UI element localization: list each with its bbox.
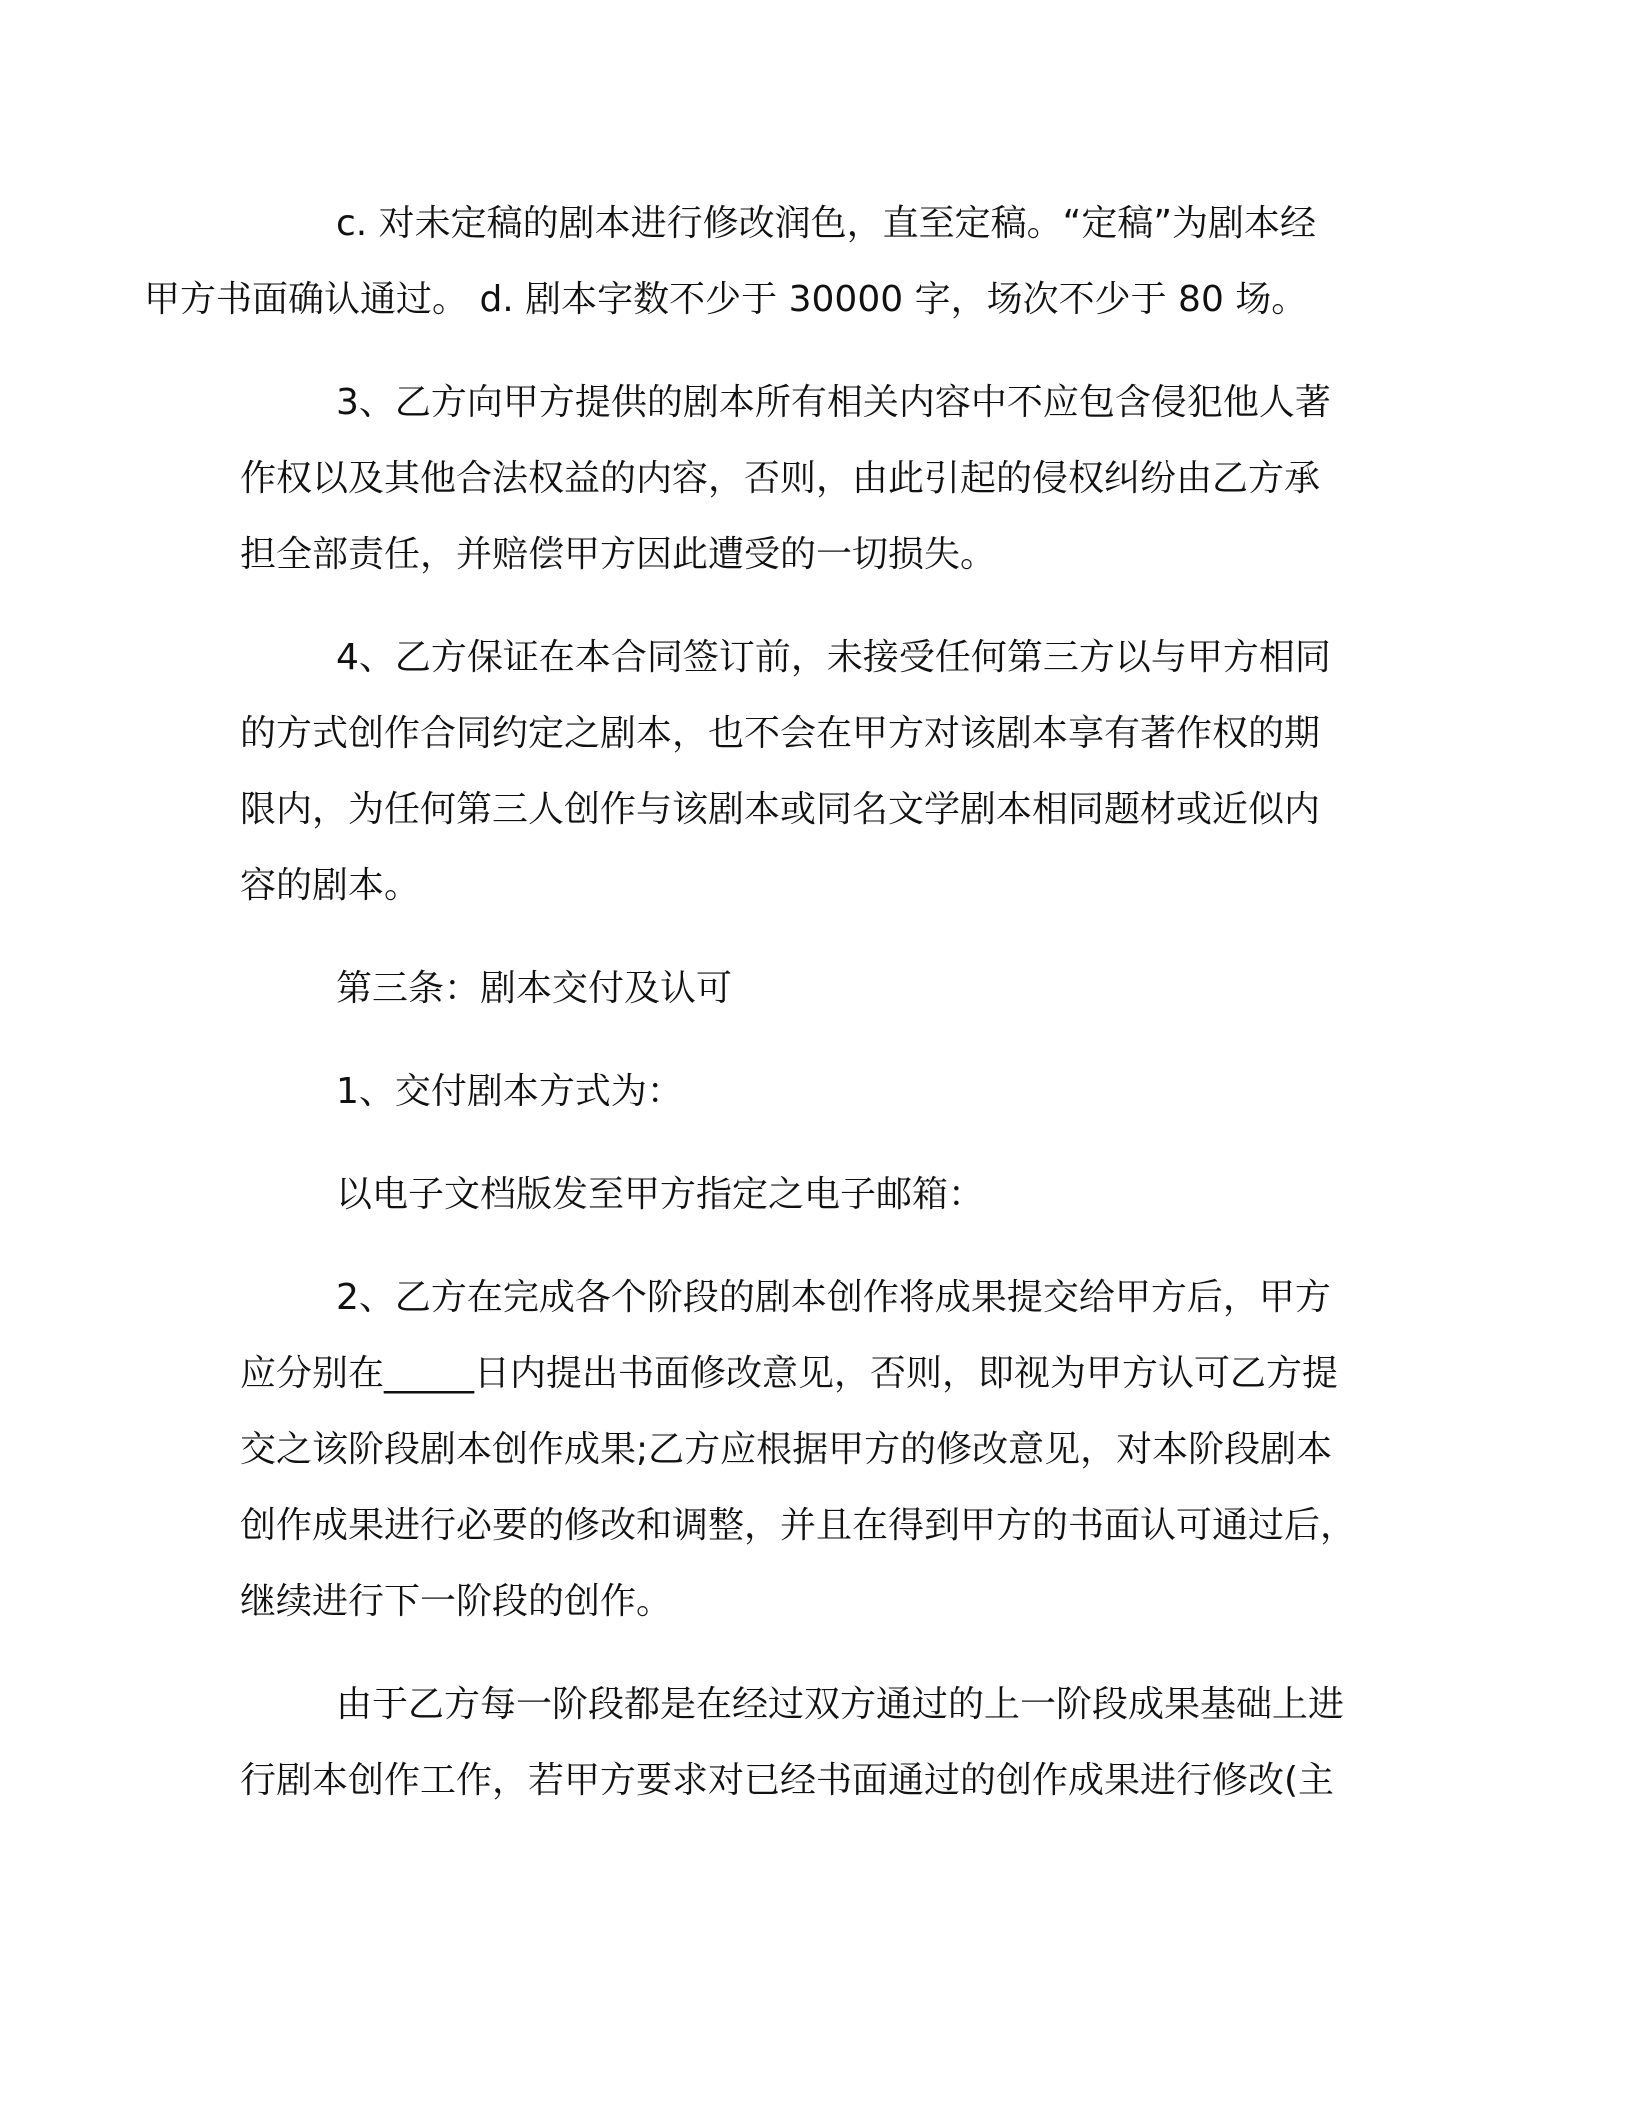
text-line: 甲方书面确认通过。 d. 剧本字数不少于 30000 字，场次不少于 80 场。 bbox=[144, 279, 1308, 320]
text-line: 4、乙方保证在本合同签订前，未接受任何第三方以与甲方相同 bbox=[336, 637, 1331, 678]
text-line: 的方式创作合同约定之剧本，也不会在甲方对该剧本享有著作权的期 bbox=[240, 713, 1321, 754]
text-line: 由于乙方每一阶段都是在经过双方通过的上一阶段成果基础上进 bbox=[336, 1684, 1345, 1725]
text-line: 1、交付剧本方式为： bbox=[336, 1071, 683, 1112]
document-body bbox=[144, 186, 1390, 1846]
paragraph-clause-3 bbox=[240, 365, 1390, 593]
paragraph-email-delivery bbox=[240, 1157, 1390, 1233]
paragraph-clause-4 bbox=[240, 620, 1390, 924]
text-line: 创作成果进行必要的修改和调整，并且在得到甲方的书面认可通过后， bbox=[240, 1505, 1357, 1546]
paragraph-revision-terms bbox=[144, 186, 1390, 338]
text-line: 限内，为任何第三人创作与该剧本或同名文学剧本相同题材或近似内 bbox=[240, 789, 1321, 830]
text-line: 第三条：剧本交付及认可 bbox=[336, 968, 733, 1009]
text-line: c. 对未定稿的剧本进行修改润色，直至定稿。“定稿”为剧本经 bbox=[336, 203, 1316, 244]
text-line: 3、乙方向甲方提供的剧本所有相关内容中不应包含侵犯他人著 bbox=[336, 382, 1331, 423]
paragraph-stage-basis bbox=[240, 1667, 1390, 1819]
text-line: 行剧本创作工作，若甲方要求对已经书面通过的创作成果进行修改(主 bbox=[240, 1760, 1335, 1801]
text-line: 容的剧本。 bbox=[240, 865, 421, 906]
text-line: 作权以及其他合法权益的内容，否则，由此引起的侵权纠纷由乙方承 bbox=[240, 458, 1321, 499]
text-line: 交之该阶段剧本创作成果;乙方应根据甲方的修改意见，对本阶段剧本 bbox=[240, 1429, 1333, 1470]
paragraph-stage-review bbox=[240, 1260, 1390, 1640]
paragraph-delivery-method bbox=[240, 1054, 1390, 1130]
text-line: 继续进行下一阶段的创作。 bbox=[240, 1581, 673, 1622]
text-line: 2、乙方在完成各个阶段的剧本创作将成果提交给甲方后，甲方 bbox=[336, 1277, 1331, 1318]
section-heading-article-3 bbox=[240, 951, 1390, 1027]
text-line: 应分别在_____日内提出书面修改意见，否则，即视为甲方认可乙方提 bbox=[240, 1353, 1339, 1394]
text-line: 担全部责任，并赔偿甲方因此遭受的一切损失。 bbox=[240, 534, 997, 575]
text-line: 以电子文档版发至甲方指定之电子邮箱： bbox=[336, 1174, 985, 1215]
